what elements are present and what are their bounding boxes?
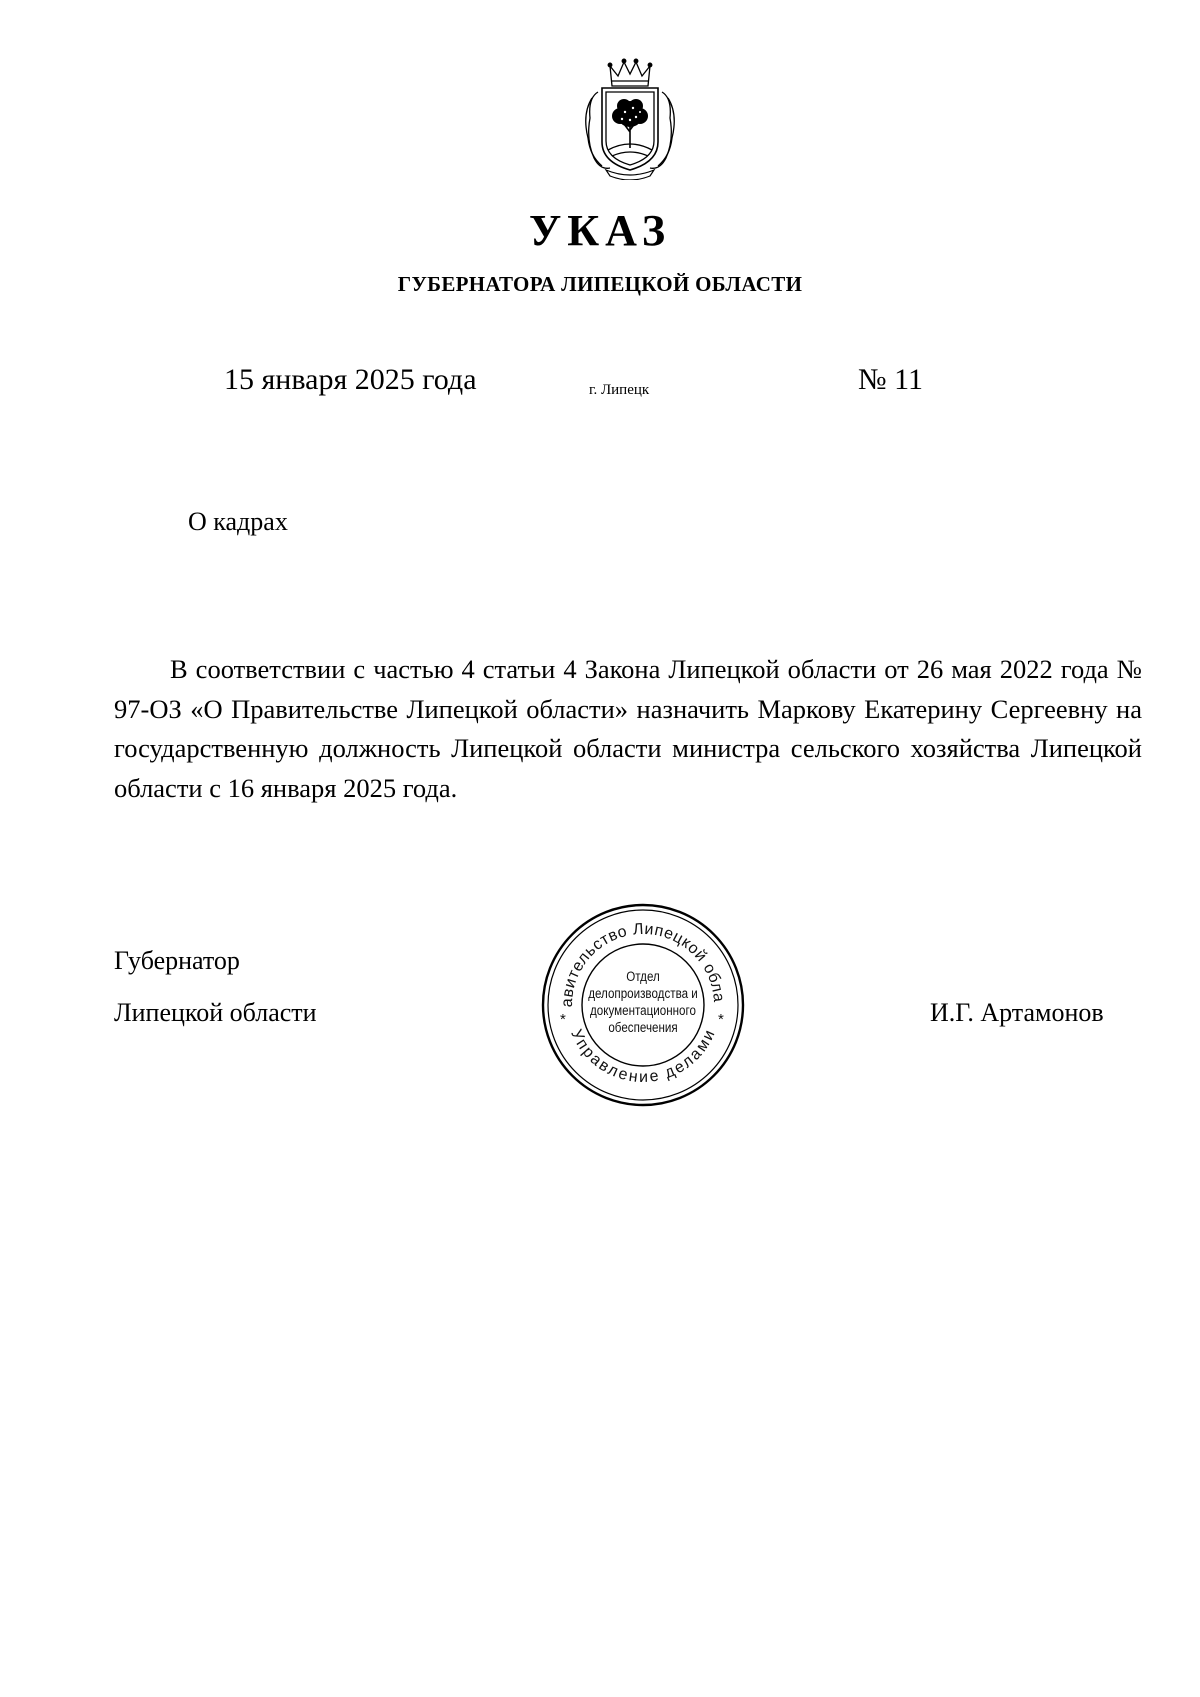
document-date: 15 января 2025 года: [224, 363, 477, 396]
stamp-star-left-icon: *: [560, 1011, 566, 1028]
document-number: № 11: [858, 363, 924, 396]
stamp-star-right-icon: *: [718, 1011, 724, 1028]
signatory-position-line-2: Липецкой области: [114, 998, 317, 1027]
stamp-bottom-arc-text: Управление делами: [566, 1027, 720, 1087]
stamp-center-line-3: документационного: [590, 1003, 696, 1018]
signatory-position-line-1: Губернатор: [114, 946, 240, 975]
stamp-center-line-4: обеспечения: [608, 1020, 678, 1035]
document-title: УКАЗ: [528, 206, 672, 255]
document-subject: О кадрах: [188, 507, 288, 536]
document-subtitle: ГУБЕРНАТОРА ЛИПЕЦКОЙ ОБЛАСТИ: [397, 272, 803, 296]
stamp-center-line-1: Отдел: [626, 969, 660, 984]
coat-of-arms-icon: [578, 58, 682, 180]
document-body-paragraph: В соответствии с частью 4 статьи 4 Закона Липецкой области от 26 мая 2022 года № 97-ОЗ «О Правительстве Липецкой области» назначить Маркову Екатерину Сергеевну на государственную должность Липецкой области министра сельского хозяйства Липецкой области с 16 января 2025 года.: [114, 654, 1142, 803]
official-stamp: [538, 900, 748, 1110]
document-city: г. Липецк: [589, 382, 650, 398]
stamp-top-arc-text: авительство Липецкой обла: [558, 920, 728, 1008]
stamp-center-line-2: делопроизводства и: [588, 986, 698, 1001]
signatory-name: И.Г. Артамонов: [930, 998, 1104, 1027]
